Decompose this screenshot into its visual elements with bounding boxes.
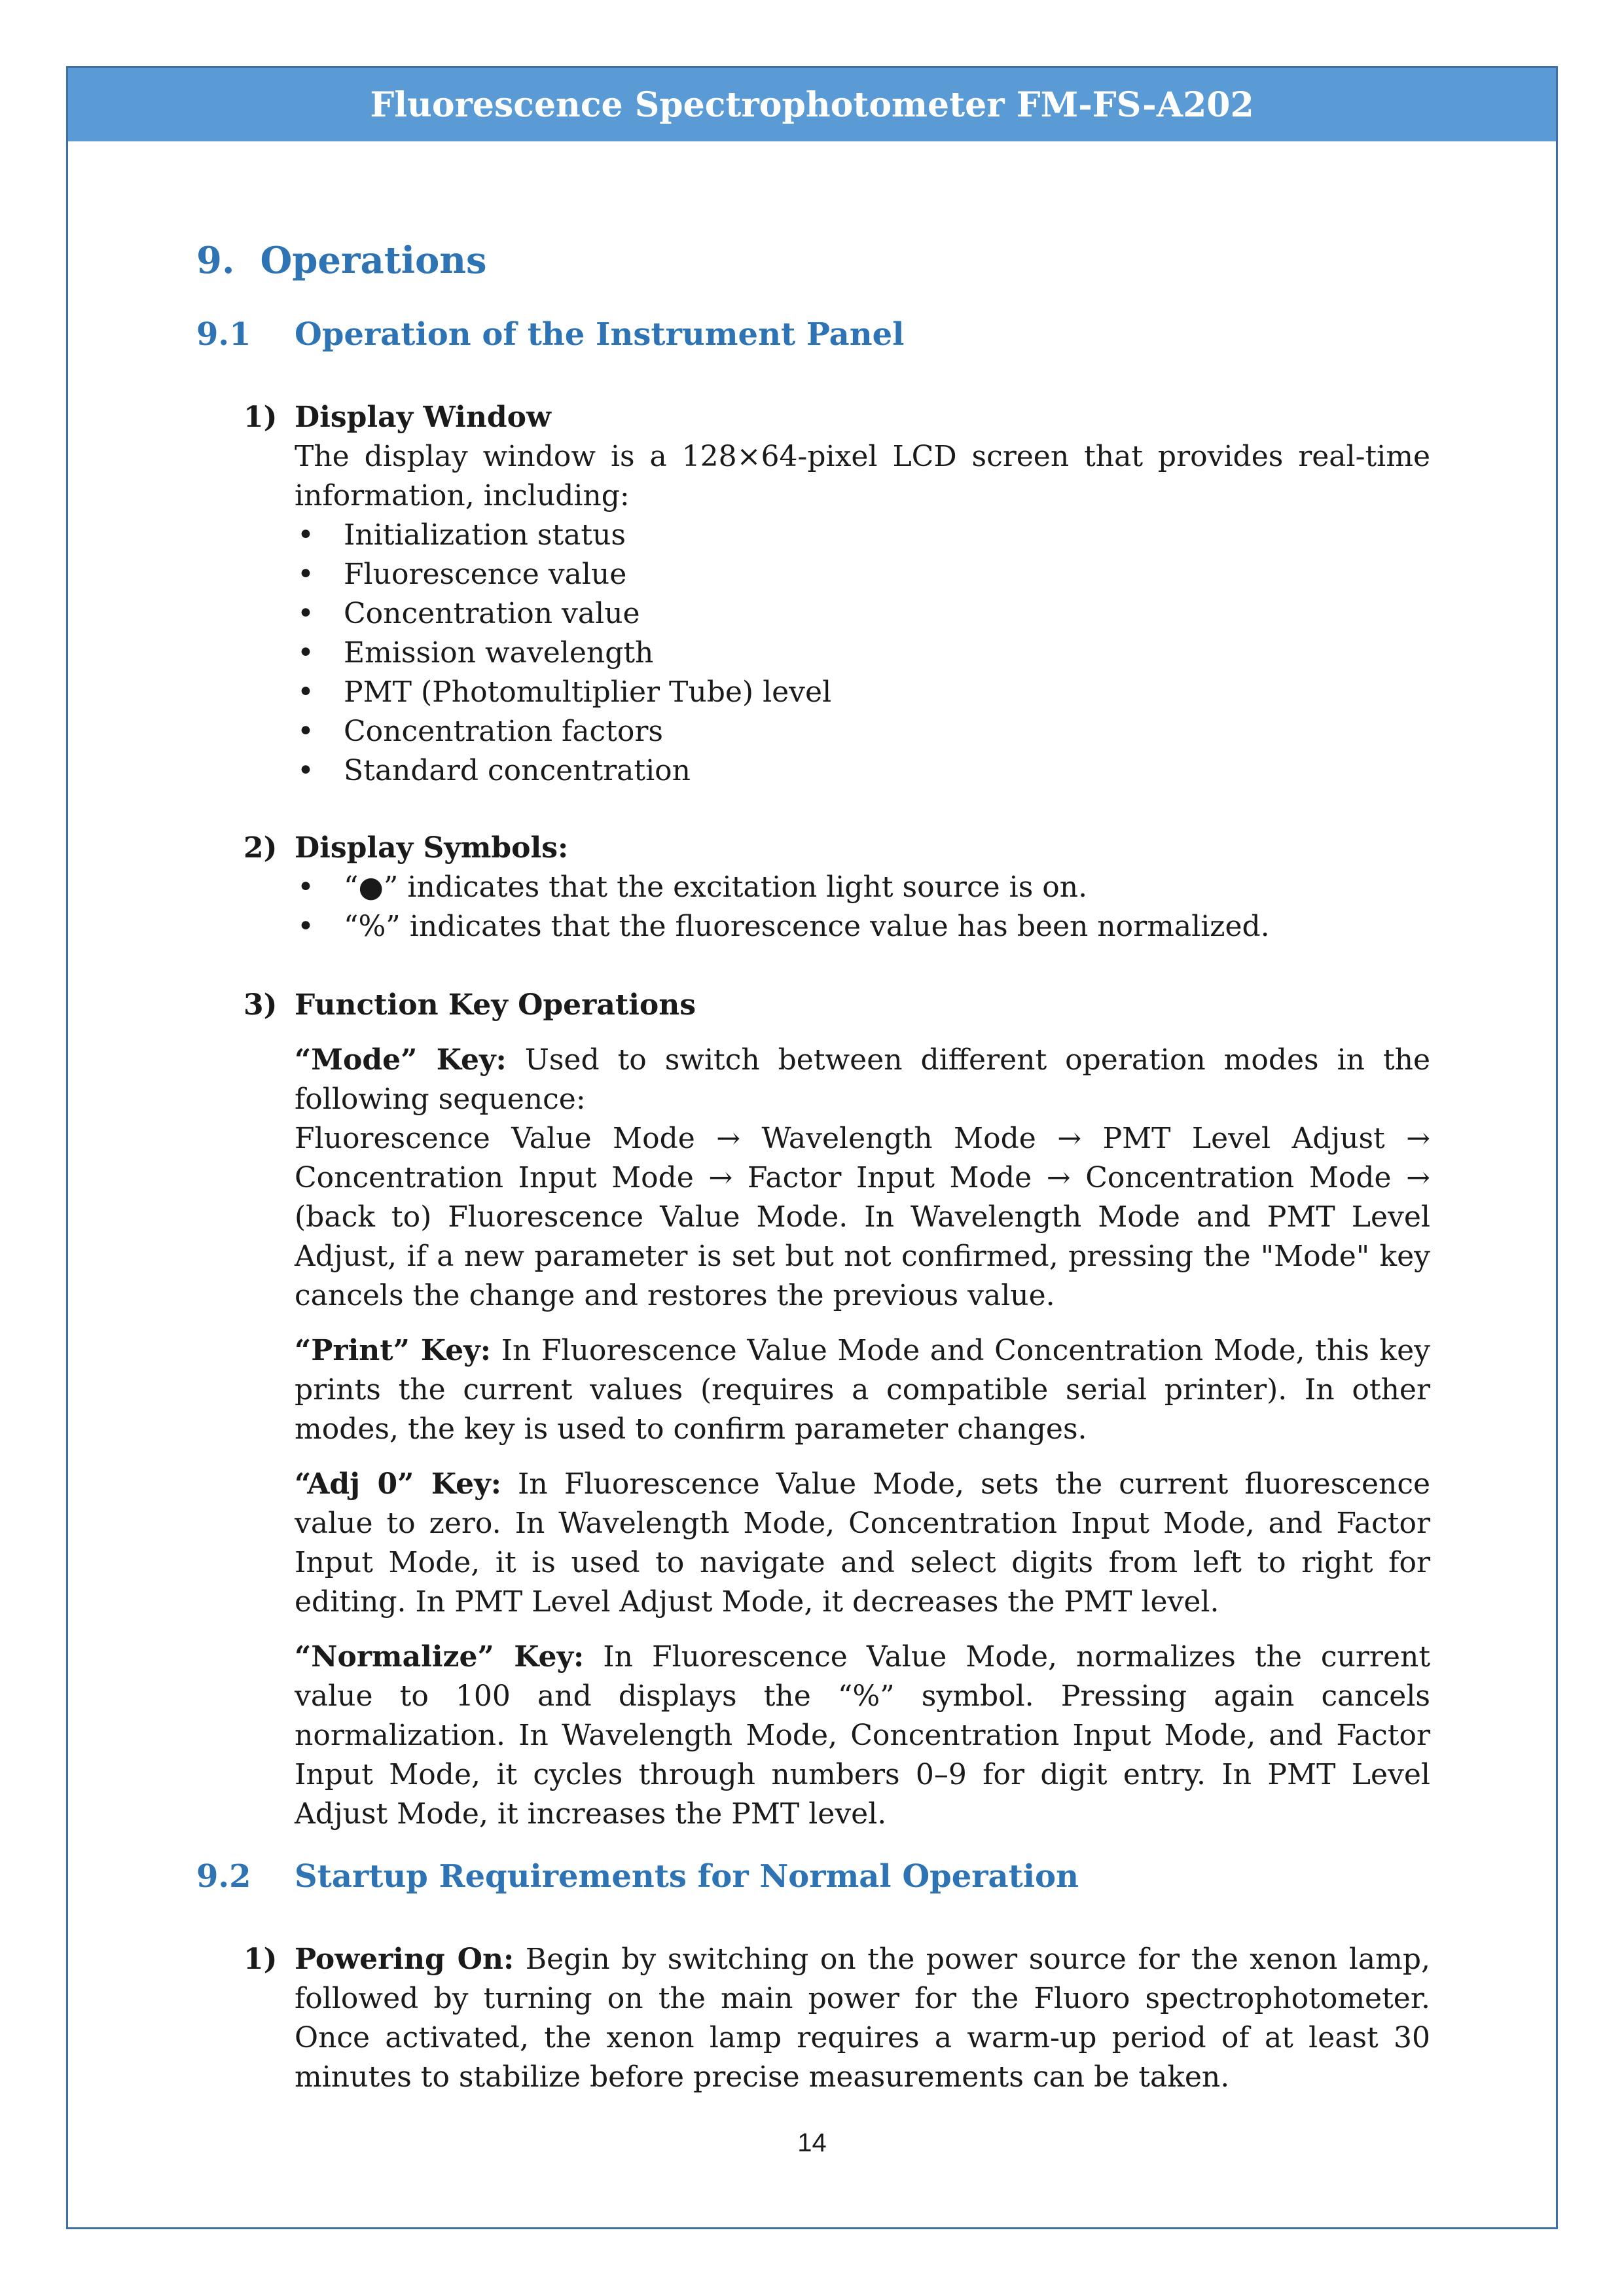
print-key-text: In Fluorescence Value Mode and Concentration Mode, this key prints the current values (requires a compatible serial printer). In other modes, the key is used to confirm parameter changes. <box>295 1334 1430 1446</box>
bullet-icon: • <box>297 597 314 630</box>
bullet-icon: • <box>297 558 314 591</box>
powering-on-label: Powering On: <box>295 1943 514 1976</box>
adj-key-paragraph <box>295 1465 1430 1622</box>
bullet-icon: • <box>297 870 314 904</box>
adj-key-text: In Fluorescence Value Mode, sets the current fluorescence value to zero. In Wavelength Mode, Concentration Input Mode, and Factor Input Mode, it is used to navigate and select digits from left to right for editing. In PMT Level Adjust Mode, it decreases the PMT level. <box>295 1467 1430 1619</box>
mode-key-text: Used to switch between different operation modes in the following sequence: <box>295 1043 1430 1116</box>
list-item: • Concentration factors <box>295 712 1430 751</box>
subsection-title: Startup Requirements for Normal Operation <box>295 1858 1079 1895</box>
display-window-heading <box>244 398 1430 437</box>
bullet-icon: • <box>297 518 314 552</box>
list-item: • Emission wavelength <box>295 634 1430 673</box>
subsection-title: Operation of the Instrument Panel <box>295 316 905 353</box>
print-key-label: “Print” Key: <box>295 1334 491 1367</box>
item-title: Function Key Operations <box>295 988 696 1022</box>
subsection-9-2-heading <box>196 1858 1079 1895</box>
adj-key-label: “Adj 0” Key: <box>295 1467 501 1501</box>
powering-on-block <box>244 1940 1431 2097</box>
normalize-key-paragraph <box>295 1638 1430 1834</box>
section-number: 9. <box>196 239 235 282</box>
item-number: 1) <box>244 1943 278 1976</box>
item-title: Display Window <box>295 401 551 434</box>
page-number: 14 <box>797 2128 827 2157</box>
bullet-icon: • <box>297 675 314 709</box>
display-symbols-block <box>244 829 1430 946</box>
item-number: 3) <box>244 988 278 1022</box>
item-number: 2) <box>244 831 278 865</box>
bullet-icon: • <box>297 715 314 748</box>
list-item: • Initialization status <box>295 516 1430 555</box>
list-item: • PMT (Photomultiplier Tube) level <box>295 673 1430 712</box>
section-title: Operations <box>260 239 487 282</box>
display-symbols-list <box>295 868 1430 946</box>
list-item: • “●” indicates that the excitation light source is on. <box>295 868 1430 907</box>
subsection-number: 9.1 <box>196 316 251 353</box>
item-number: 1) <box>244 401 278 434</box>
subsection-9-1-heading <box>196 316 904 353</box>
section-heading <box>196 239 487 282</box>
normalize-key-text: In Fluorescence Value Mode, normalizes the current value to 100 and displays the “%” symbol. Pressing again cancels normalization. In Wavelength Mode, Concentration Input Mode, and Factor Input Mode, it cycles through numbers 0–9 for digit entry. In PMT Level Adjust Mode, it increases the PMT level. <box>295 1640 1430 1831</box>
display-window-text: The display window is a 128×64-pixel LCD screen that provides real-time information, including: <box>295 440 1430 512</box>
list-item: • Standard concentration <box>295 751 1430 791</box>
item-title: Display Symbols: <box>295 831 569 865</box>
bullet-icon: • <box>297 754 314 787</box>
powering-on-paragraph <box>244 1940 1431 2097</box>
powering-on-text: Begin by switching on the power source for the xenon lamp, followed by turning on the main power for the Fluoro spectrophotometer. Once activated, the xenon lamp requires a warm-up period of at least 30 minutes to stabilize before precise measurements can be taken. <box>295 1943 1431 2094</box>
list-item: • Concentration value <box>295 594 1430 634</box>
bullet-icon: • <box>297 910 314 943</box>
display-window-list <box>295 516 1430 791</box>
bullet-icon: • <box>297 636 314 670</box>
mode-sequence-text: Fluorescence Value Mode → Wavelength Mode → PMT Level Adjust → Concentration Input Mode → Factor Input Mode → Concentration Mode → (back to) Fluorescence Value Mode. In Wavelength Mode and PMT Level Adjust, if a new parameter is set but not confirmed, pressing the "Mode" key cancels the change and restores the previous value. <box>295 1122 1430 1312</box>
function-keys-block <box>244 986 1430 1850</box>
print-key-paragraph <box>295 1331 1430 1449</box>
header-title: Fluorescence Spectrophotometer FM-FS-A202 <box>370 84 1254 125</box>
display-symbols-heading <box>244 829 1430 868</box>
list-item: • “%” indicates that the fluorescence value has been normalized. <box>295 907 1430 946</box>
list-item: • Fluorescence value <box>295 555 1430 594</box>
header-bar <box>68 68 1556 141</box>
mode-key-paragraph <box>295 1041 1430 1316</box>
normalize-key-label: “Normalize” Key: <box>295 1640 585 1674</box>
subsection-number: 9.2 <box>196 1858 251 1895</box>
function-keys-heading <box>244 986 1430 1025</box>
mode-key-label: “Mode” Key: <box>295 1043 507 1077</box>
display-window-block <box>244 398 1430 791</box>
